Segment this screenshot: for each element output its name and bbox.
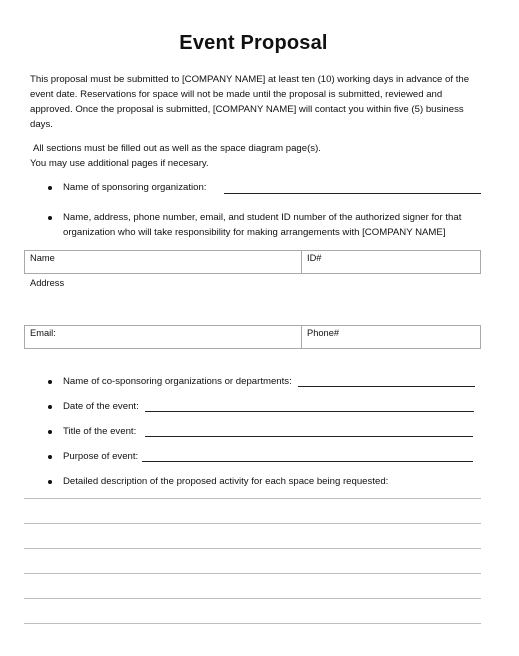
description-writing-line[interactable]	[24, 598, 481, 599]
description-writing-line[interactable]	[24, 573, 481, 574]
bullet-icon	[48, 480, 52, 484]
intro-line-2: event date. Reservations for space will not be made until the proposal is submitted, reviewed and	[30, 89, 443, 100]
activity-description-item	[48, 474, 488, 490]
id-field-label: ID#	[307, 253, 322, 263]
authorized-signer-line-1: Name, address, phone number, email, and student ID number of the authorized signer for that	[63, 212, 462, 223]
event-title-label: Title of the event:	[63, 426, 137, 437]
bullet-icon	[48, 455, 52, 459]
co-sponsoring-input-line[interactable]	[298, 386, 475, 387]
intro-line-4: days.	[30, 119, 53, 130]
bullet-icon	[48, 186, 52, 190]
document-title: Event Proposal	[179, 32, 328, 54]
bullet-icon	[48, 380, 52, 384]
name-id-field-row[interactable]	[24, 250, 481, 274]
phone-field-label: Phone#	[307, 328, 340, 338]
intro-paragraph	[30, 72, 480, 132]
email-phone-field-row[interactable]	[24, 325, 481, 349]
event-date-item	[48, 399, 488, 415]
instructions-paragraph	[30, 141, 480, 171]
co-sponsoring-item	[48, 374, 488, 390]
description-writing-line[interactable]	[24, 498, 481, 499]
activity-description-label: Detailed description of the proposed activity for each space being requested:	[63, 476, 389, 487]
address-field-label: Address	[30, 278, 65, 288]
authorized-signer-item	[48, 210, 488, 242]
field-divider	[301, 326, 302, 348]
intro-line-1: This proposal must be submitted to [COMPANY NAME] at least ten (10) working days in advance of the	[30, 74, 470, 85]
instructions-line-1: All sections must be filled out as well as the space diagram page(s).	[33, 143, 321, 154]
event-date-input-line[interactable]	[145, 411, 474, 412]
bullet-icon	[48, 430, 52, 434]
authorized-signer-line-2: organization who will take responsibility for making arrangements with [COMPANY NAME]	[63, 227, 446, 238]
event-title-input-line[interactable]	[145, 436, 473, 437]
sponsoring-org-label: Name of sponsoring organization:	[63, 182, 207, 193]
bullet-icon	[48, 216, 52, 220]
event-purpose-label: Purpose of event:	[63, 451, 139, 462]
event-purpose-input-line[interactable]	[142, 461, 473, 462]
field-divider	[301, 251, 302, 273]
email-field-label: Email:	[30, 328, 56, 338]
intro-line-3: approved. Once the proposal is submitted, [COMPANY NAME] will contact you within five (5) business	[30, 104, 464, 115]
event-title-item	[48, 424, 488, 440]
description-writing-line[interactable]	[24, 523, 481, 524]
bullet-icon	[48, 405, 52, 409]
instructions-line-2: You may use additional pages if necesary.	[30, 158, 209, 169]
description-writing-line[interactable]	[24, 548, 481, 549]
event-date-label: Date of the event:	[63, 401, 139, 412]
co-sponsoring-label: Name of co-sponsoring organizations or departments:	[63, 376, 292, 387]
description-writing-line[interactable]	[24, 623, 481, 624]
sponsoring-org-input-line[interactable]	[224, 193, 481, 194]
name-field-label: Name	[30, 253, 55, 263]
event-purpose-item	[48, 449, 488, 465]
